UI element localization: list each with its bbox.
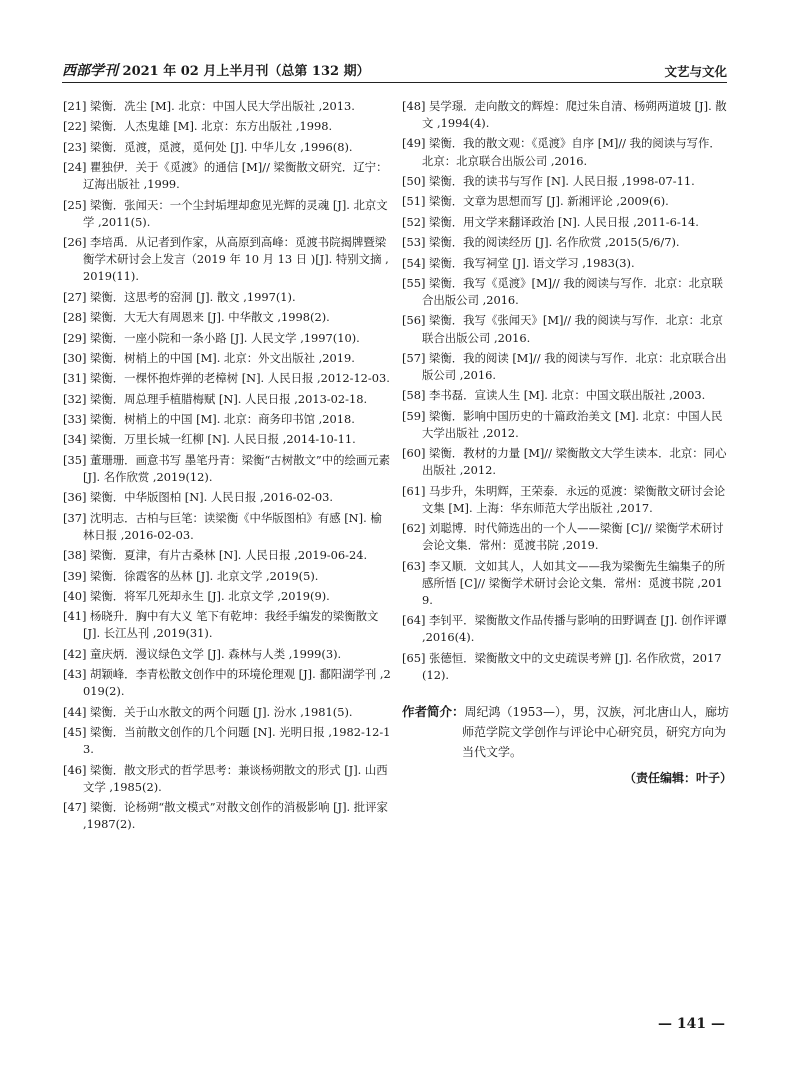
reference-entry: [43] 胡颖峰．李青松散文创作中的环境伦理观 [J]. 鄱阳湖学刊 ,2019(2).	[63, 667, 391, 699]
reference-entry: [32] 梁衡．周总理手植腊梅赋 [N]. 人民日报 ,2013-02-18.	[63, 391, 368, 406]
reference-entry: [27] 梁衡．这思考的窑洞 [J]. 散文 ,1997(1).	[63, 289, 296, 304]
reference-entry: [34] 梁衡．万里长城一红柳 [N]. 人民日报 ,2014-10-11.	[63, 432, 356, 447]
reference-list-left	[63, 98, 393, 833]
reference-entry: [51] 梁衡．文章为思想而写 [J]. 新湘评论 ,2009(6).	[402, 194, 669, 209]
reference-entry: [61] 马步升，朱明辉，王荣泰．永远的觅渡：梁衡散文研讨会论文集 [M]. 上海：华东师范大学出版社 ,2017.	[402, 483, 726, 515]
reference-entry: [60] 梁衡．教材的力量 [M]// 梁衡散文大学生读本．北京：同心出版社 ,2012.	[402, 446, 727, 478]
reference-entry: [35] 董珊珊．画意书写 墨笔丹青：梁衡“古树散文”中的绘画元素 [J]. 名作欣赏 ,2019(12).	[63, 452, 391, 484]
reference-entry: [50] 梁衡．我的读书与写作 [N]. 人民日报 ,1998-07-11.	[402, 173, 695, 188]
reference-entry: [52] 梁衡．用文学来翻译政治 [N]. 人民日报 ,2011-6-14.	[402, 214, 699, 229]
reference-entry: [44] 梁衡．关于山水散文的两个问题 [J]. 汾水 ,1981(5).	[63, 704, 353, 719]
reference-entry: [56] 梁衡．我写《张闻天》[M]// 我的阅读与写作．北京：北京联合出版公司 ,2016.	[402, 313, 723, 345]
reference-entry: [57] 梁衡．我的阅读 [M]// 我的阅读与写作．北京：北京联合出版公司 ,2016.	[402, 350, 727, 382]
reference-entry: [25] 梁衡．张闻天：一个尘封垢埋却愈见光辉的灵魂 [J]. 北京文学 ,2011(5).	[63, 197, 388, 229]
reference-list-right	[402, 98, 732, 684]
reference-entry: [30] 梁衡．树梢上的中国 [M]. 北京：外文出版社 ,2019.	[63, 350, 355, 365]
reference-entry: [62] 刘聪博．时代筛选出的一个人——梁衡 [C]// 梁衡学术研讨会论文集．常州：觅渡书院 ,2019.	[402, 521, 724, 553]
reference-entry: [59] 梁衡．影响中国历史的十篇政治美文 [M]. 北京：中国人民大学出版社 ,2012.	[402, 408, 723, 440]
reference-entry: [33] 梁衡．树梢上的中国 [M]. 北京：商务印书馆 ,2018.	[63, 412, 355, 427]
reference-entry: [46] 梁衡．散文形式的哲学思考：兼谈杨朔散文的形式 [J]. 山西文学 ,1985(2).	[63, 762, 388, 794]
reference-entry: [38] 梁衡．夏津，有片古桑林 [N]. 人民日报 ,2019-06-24.	[63, 548, 368, 563]
reference-entry: [58] 李书磊．宣读人生 [M]. 北京：中国文联出版社 ,2003.	[402, 388, 706, 403]
author-bio-text: 周纪鸿（1953—），男，汉族，河北唐山人，廊坊师范学院文学创作与评论中心研究员，研究方向为当代文学。	[462, 704, 730, 759]
reference-entry: [23] 梁衡．觅渡，觅渡，觅何处 [J]. 中华儿女 ,1996(8).	[63, 139, 353, 154]
page-header	[62, 60, 727, 82]
reference-entry: [47] 梁衡．论杨朔“散文模式”对散文创作的消极影响 [J]. 批评家 ,1987(2).	[63, 800, 388, 832]
reference-entry: [49] 梁衡．我的散文观：《觅渡》自序 [M]// 我的阅读与写作．北京：北京联合出版公司 ,2016.	[402, 136, 721, 168]
header-rule	[62, 82, 727, 83]
reference-entry: [45] 梁衡．当前散文创作的几个问题 [N]. 光明日报 ,1982-12-13.	[63, 725, 391, 757]
reference-entry: [42] 童庆炳．漫议绿色文学 [J]. 森林与人类 ,1999(3).	[63, 646, 342, 661]
author-bio-label: 作者简介：	[402, 703, 465, 719]
reference-entry: [41] 杨晓升．胸中有大义 笔下有乾坤：我经手编发的梁衡散文 [J]. 长江丛刊 ,2019(31).	[63, 609, 379, 641]
references-right-column	[402, 98, 732, 787]
reference-entry: [55] 梁衡．我写《觅渡》[M]// 我的阅读与写作．北京：北京联合出版公司 ,2016.	[402, 275, 723, 308]
references-left-column	[63, 98, 393, 837]
reference-entry: [53] 梁衡．我的阅读经历 [J]. 名作欣赏 ,2015(5/6/7).	[402, 235, 680, 250]
reference-entry: [28] 梁衡．大无大有周恩来 [J]. 中华散文 ,1998(2).	[63, 310, 330, 325]
issue-info: 2021 年 02 月上半月刊（总第 132 期）	[122, 64, 370, 79]
journal-issue-line	[62, 60, 370, 80]
reference-entry: [54] 梁衡．我写祠堂 [J]. 语文学习 ,1983(3).	[402, 255, 635, 270]
journal-logo: 西部学刊	[62, 63, 118, 79]
reference-entry: [31] 梁衡．一棵怀抱炸弹的老樟树 [N]. 人民日报 ,2012-12-03.	[63, 371, 390, 386]
reference-entry: [22] 梁衡．人杰鬼雄 [M]. 北京：东方出版社 ,1998.	[63, 119, 333, 134]
reference-entry: [48] 吴学璟．走向散文的辉煌：爬过朱自清、杨朔两道坡 [J]. 散文 ,1994(4).	[402, 99, 727, 131]
reference-entry: [65] 张德恒．梁衡散文中的文史疏误考辨 [J]. 名作欣赏，2017(12).	[402, 650, 722, 682]
reference-entry: [37] 沈明志．古柏与巨笔：读梁衡《中华版图柏》有感 [N]. 榆林日报 ,2016-02-03.	[63, 510, 382, 542]
reference-entry: [64] 李钊平．梁衡散文作品传播与影响的田野调查 [J]. 创作评谭 ,2016(4).	[402, 613, 727, 645]
reference-entry: [36] 梁衡．中华版图柏 [N]. 人民日报 ,2016-02-03.	[63, 490, 333, 505]
reference-entry: [39] 梁衡．徐霞客的丛林 [J]. 北京文学 ,2019(5).	[63, 568, 319, 583]
reference-entry: [29] 梁衡．一座小院和一条小路 [J]. 人民文学 ,1997(10).	[63, 330, 360, 345]
responsible-editor: （责任编辑：叶子）	[623, 770, 732, 785]
author-bio	[402, 702, 732, 762]
reference-entry: [21] 梁衡．冼尘 [M]. 北京：中国人民大学出版社 ,2013.	[63, 99, 355, 113]
reference-entry: [26] 李培禹．从记者到作家，从高原到高峰：觅渡书院揭牌暨梁衡学术研讨会上发言（2019 年 10 月 13 日 )[J]. 特别文摘 ,2019(11).	[63, 235, 389, 284]
section-title: 文艺与文化	[664, 64, 727, 79]
reference-entry: [40] 梁衡．将军几死却永生 [J]. 北京文学 ,2019(9).	[63, 588, 330, 603]
reference-entry: [63] 李又顺．文如其人，人如其文——我为梁衡先生编集子的所感所悟 [C]// 梁衡学术研讨会论文集．常州：觅渡书院 ,2019.	[402, 558, 726, 607]
page-number: — 141 —	[658, 1016, 725, 1032]
reference-entry: [24] 瞿独伊．关于《觅渡》的通信 [M]// 梁衡散文研究．辽宁：辽海出版社 ,1999.	[63, 160, 388, 192]
